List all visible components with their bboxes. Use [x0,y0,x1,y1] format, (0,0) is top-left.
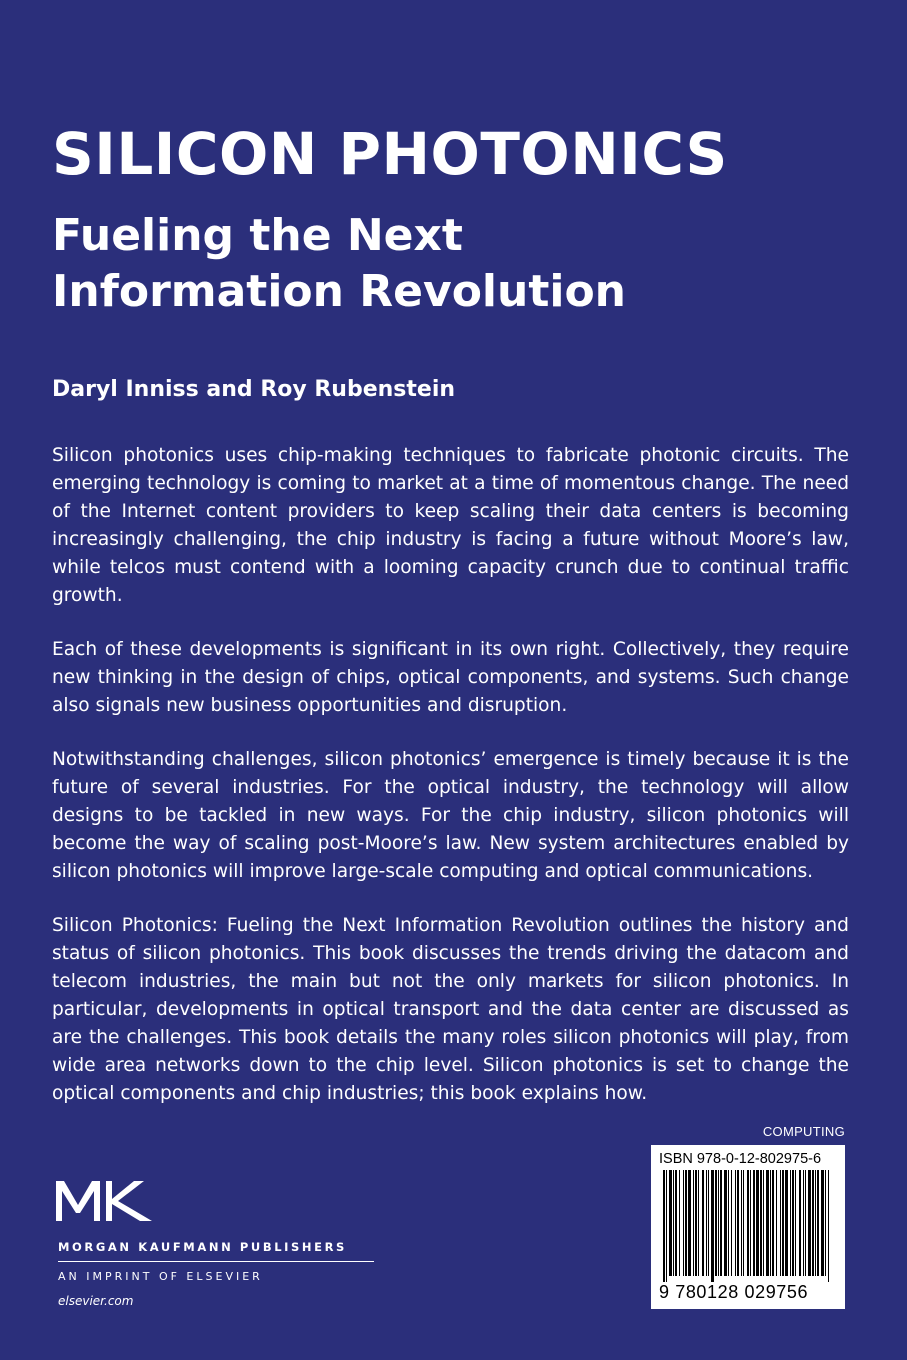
publisher-divider [58,1261,374,1262]
barcode-digits: 9 780128 029756 [659,1282,809,1302]
publisher-website: elsevier.com [58,1294,134,1308]
barcode-panel [651,1145,845,1309]
blurb [52,442,849,1134]
publisher-name: MORGAN KAUFMANN PUBLISHERS [58,1240,347,1254]
book-subtitle [52,208,626,320]
book-authors: Daryl Inniss and Roy Rubenstein [52,377,456,402]
book-title: SILICON PHOTONICS [52,120,728,188]
blurb-paragraph-4: Silicon Photonics: Fueling the Next Information Revolution outlines the history and status of silicon photonics. This book discusses the trends driving the datacom and telecom industries, the main but not the only markets for silicon photonics. In particular, developments in optical transport and the data center are discussed as are the challenges. This book details the many roles silicon photonics will play, from wide area networks down to the chip level. Silicon photonics is set to change the optical components and chip industries; this book explains how. [52,915,849,1104]
blurb-paragraph-3: Notwithstanding challenges, silicon photonics’ emergence is timely because it is the future of several industries. For the optical industry, the technology will allow designs to be tackled in new ways. For the chip industry, silicon photonics will become the way of scaling post-Moore’s law. New system architectures enabled by silicon photonics will improve large-scale computing and optical communications. [52,749,849,882]
category-label: COMPUTING [762,1124,845,1139]
blurb-paragraph-2: Each of these developments is significant in its own right. Collectively, they require new thinking in the design of chips, optical components, and systems. Such change also signals new business opportunities and disruption. [52,639,849,716]
subtitle-line-2: Information Revolution [52,266,626,317]
mk-logo-icon [56,1175,160,1225]
publisher-imprint: AN IMPRINT OF ELSEVIER [58,1270,263,1283]
barcode-icon [659,1170,837,1282]
isbn-label: ISBN 978-0-12-802975-6 [659,1151,822,1167]
blurb-paragraph-1: Silicon photonics uses chip-making techniques to fabricate photonic circuits. The emerging technology is coming to market at a time of momentous change. The need of the Internet content providers to keep scaling their data centers is becoming increasingly challenging, the chip industry is facing a future without Moore’s law, while telcos must contend with a looming capacity crunch due to continual traffic growth. [52,445,849,606]
subtitle-line-1: Fueling the Next [52,210,463,261]
